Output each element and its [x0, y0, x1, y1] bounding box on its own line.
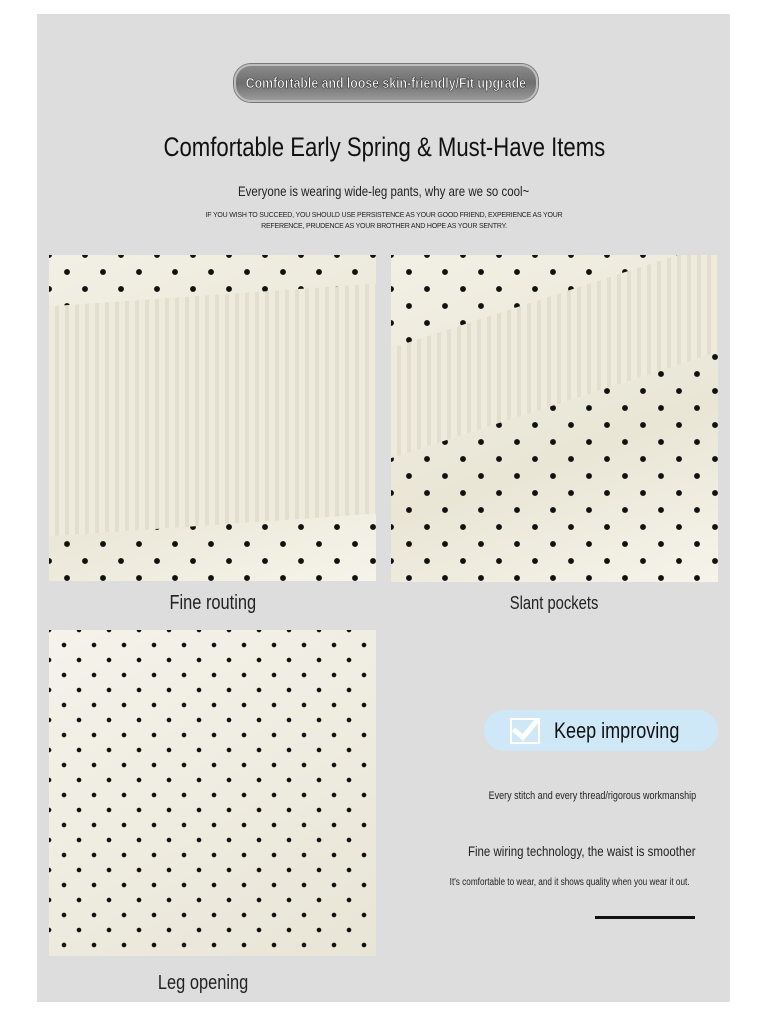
workmanship-text: Every stitch and every thread/rigorous workmanship	[488, 790, 696, 802]
wiring-text: Fine wiring technology, the waist is smoother	[468, 843, 696, 859]
keep-improving-badge	[484, 710, 718, 751]
keep-improving-label: Keep improving	[554, 717, 680, 743]
banner-text: Comfortable and loose skin-friendly/Fit upgrade	[245, 74, 527, 92]
caption-leg-opening: Leg opening	[158, 972, 249, 994]
waistband-photo	[49, 255, 376, 581]
top-banner	[234, 64, 538, 102]
quote-text: IF YOU WISH TO SUCCEED, YOU SHOULD USE PERSISTENCE AS YOUR GOOD FRIEND, EXPERIENCE AS YOUR REFERENCE, PRUDENCE AS YOUR BROTHER AND HOPE AS YOUR SENTRY.	[205, 212, 563, 230]
leg-opening-photo	[49, 630, 376, 956]
pocket-photo	[391, 255, 718, 582]
subtitle: Everyone is wearing wide-leg pants, why are we so cool~	[238, 183, 530, 199]
caption-fine-routing: Fine routing	[169, 592, 256, 614]
checkbox-icon	[510, 718, 540, 744]
caption-slant-pockets: Slant pockets	[510, 593, 599, 613]
quality-text: It's comfortable to wear, and it shows quality when you wear it out.	[450, 877, 690, 888]
divider-line	[595, 916, 695, 919]
page-title: Comfortable Early Spring & Must-Have Items	[163, 132, 605, 162]
